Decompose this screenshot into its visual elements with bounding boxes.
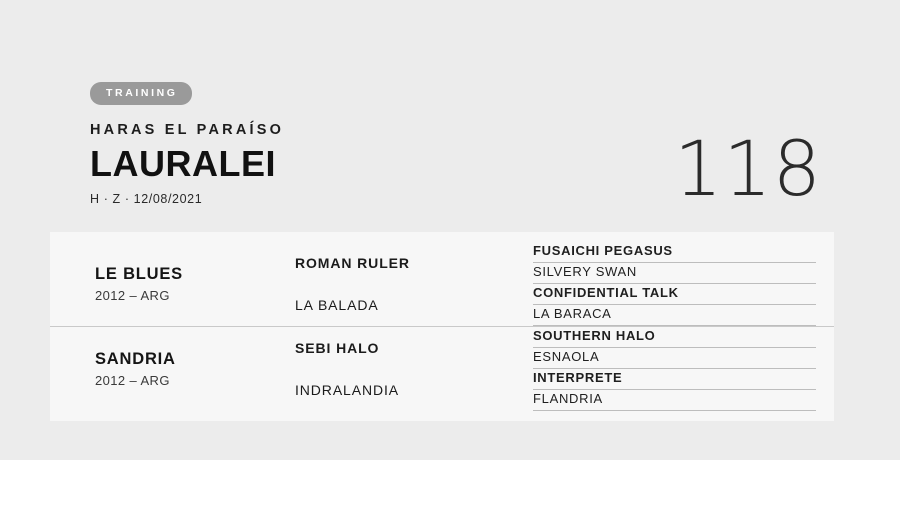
great-grandparent-cell — [533, 390, 816, 411]
header — [90, 82, 650, 206]
parent-cell-dam — [50, 327, 295, 412]
great-grandparent-cell — [533, 305, 816, 326]
great-grandparent-name: INTERPRETE — [533, 370, 623, 386]
horse-meta: H · Z · 12/08/2021 — [90, 192, 203, 207]
parent-detail: 2012 – ARG — [95, 287, 170, 303]
great-grandparent-cell — [533, 348, 816, 369]
great-grandparent-cell — [533, 263, 816, 284]
great-grandparent-name: LA BARACA — [533, 306, 612, 322]
parent-name: LE BLUES — [95, 264, 183, 283]
parent-cell-sire — [50, 242, 295, 326]
great-grandparent-name: FLANDRIA — [533, 391, 603, 407]
great-grandparent-column-dam — [533, 327, 834, 412]
parent-name: SANDRIA — [95, 349, 176, 368]
grandparent-name: LA BALADA — [295, 296, 379, 313]
grandparent-column-sire — [295, 242, 533, 326]
grandparent-column-dam — [295, 327, 533, 412]
great-grandparent-name: SILVERY SWAN — [533, 264, 638, 280]
great-grandparent-name: CONFIDENTIAL TALK — [533, 285, 679, 301]
great-grandparent-cell — [533, 369, 816, 390]
pedigree-panel — [50, 232, 834, 421]
page-title: LAURALEI — [90, 142, 276, 184]
pedigree-row-sire — [50, 242, 834, 327]
stud-name: HARAS EL PARAÍSO — [90, 121, 285, 138]
grandparent-cell — [295, 242, 533, 284]
grandparent-name: ROMAN RULER — [295, 254, 410, 271]
footer-strip — [0, 460, 900, 506]
grandparent-name: INDRALANDIA — [295, 381, 400, 398]
lot-number: 118 — [673, 124, 822, 213]
parent-detail: 2012 – ARG — [95, 372, 170, 388]
great-grandparent-name: SOUTHERN HALO — [533, 328, 656, 344]
grandparent-cell — [295, 284, 533, 326]
grandparent-cell — [295, 369, 533, 411]
grandparent-cell — [295, 327, 533, 369]
great-grandparent-name: ESNAOLA — [533, 349, 600, 365]
great-grandparent-name: FUSAICHI PEGASUS — [533, 243, 673, 259]
status-badge: TRAINING — [90, 82, 192, 105]
great-grandparent-column-sire — [533, 242, 834, 326]
pedigree-row-dam — [50, 327, 834, 412]
great-grandparent-cell — [533, 327, 816, 348]
grandparent-name: SEBI HALO — [295, 339, 380, 356]
great-grandparent-cell — [533, 242, 816, 263]
great-grandparent-cell — [533, 284, 816, 305]
